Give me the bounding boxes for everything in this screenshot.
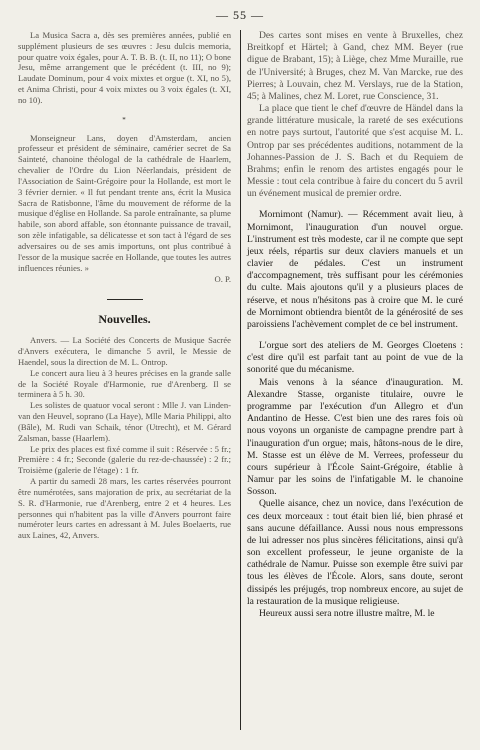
paragraph-novice: Quelle aisance, chez un novice, dans l'exécution de ces deux morceaux : tout était bien lié, bien phrasé et sans aucune défaillance. Aussi nous nous empressons de lui adresser nos plus sincères félicitations, ainsi qu'à son excellent professeur, le jeune organiste de la cathédrale de Namur. Puisse son exemple être suivi par tous les élèves de l'École. Alors, sans doute, seront dissipés les préjugés, trop nombreux encore, au sujet de la restauration de la musique religieuse. <box>247 498 463 607</box>
section-title: Nouvelles. <box>98 312 151 327</box>
signature: O. P. <box>214 274 231 285</box>
asterism-divider: * <box>122 115 127 124</box>
paragraph-inauguration: Mais venons à la séance d'inauguration. M. Alexandre Stasse, organiste titulaire, ouvre le programme par l'exécution d'un Allegro et d'un Andantino de Hesse. C'est bien une des rares fois où nous voyons un organiste de campagne prendre part à l'inauguration d'un orgue; mais, hâtons-nous de le dire, M. Stasse est un élève de M. Verrees, professeur du cours supérieur à l'École Saint-Grégoire, établie à Namur par les soins de l'infatigable M. le chanoine Sosson. <box>247 376 463 498</box>
paragraph-handel: La place que tient le chef d'œuvre de Händel dans la grande littérature musicale, la rareté de ses exécutions en notre pays surtout, l'autorité que s'est acquise M. L. Ontrop par ses précédentes auditions, notamment de la Johannes-Passion de J. S. Bach et du Requiem de Brahms; enfin le renom des artistes engagés pour le Messie : tout cela contribue à faire du concert du 5 avril un événement musical de premier ordre. <box>247 103 463 200</box>
paragraph-anvers: Anvers. — La Société des Concerts de Musique Sacrée d'Anvers exécutera, le dimanche 5 avril, le Messie de Haendel, sous la direction de M. L. Ontrop. <box>18 335 231 367</box>
page-number: — 55 — <box>216 8 264 22</box>
paragraph-obituary-lans: Monseigneur Lans, doyen d'Amsterdam, ancien professeur et président de séminaire, camérier secret de Sa Sainteté, chanoine théologal de la cathédrale de Haarlem, chevalier de l'Ordre du Lion Néerlandais, président de l'Association de Saint-Grégoire pour la Hollande, est mort le 3 février dernier. « Il fut pendant trente ans, écrit la Musica Sacra de Ratisbonne, l'âme du mouvement de réforme de la musique d'église en Hollande. Sa parole entraînante, sa plume habile, son abord affable, son étonnante puissance de travail, son zèle infatigable, sa délicatesse et son tact à l'égard de ses adversaires ou de ses amis importuns, ont plus contribué à l'essor de la musique sacrée en Hollande, que toutes les autres influences réunies. » <box>18 132 231 273</box>
section-rule <box>107 299 143 300</box>
right-column <box>247 30 463 620</box>
paragraph-reservations: A partir du samedi 28 mars, les cartes réservées pourront être numérotées, sans majoration de prix, au secrétariat de la S. R. d'Harmonie, rue d'Arenberg, entre 2 et 4 heures. Les personnes qui n'habitent pas la ville d'Anvers pourront faire numéroter leurs cartes en adressant à M. Jules Boelaerts, rue aux Laines, 42, Anvers. <box>18 476 231 541</box>
paragraph-soloists: Les solistes de quatuor vocal seront : Mlle J. van Linden-van den Heuvel, soprano (La Haye), Mlle Maria Philippi, alto (Bâle), M. Rudi van Schaik, ténor (Utrecht), et M. Gérard Zalsman, basse (Haarlem). <box>18 400 231 443</box>
paragraph-heureux: Heureux aussi sera notre illustre maître, M. le <box>259 607 435 619</box>
column-divider-rule <box>240 30 241 730</box>
paragraph-mornimont: Mornimont (Namur). — Récemment avait lieu, à Mornimont, l'inauguration d'un nouvel orgue. L'instrument est très modeste, car il ne compte que sept jeux réels, répartis sur deux claviers manuels et un clavier de pédales. C'est un instrument d'accompagnement, très suffisant pour les cérémonies du culte. Mais ajoutons qu'il y a plusieurs places de réserve, et nous n'hésitons pas à croire que M. le curé de Mornimont obtiendra bientôt de la générosité de ses paroissiens l'achèvement complet de ce bel instrument. <box>247 209 463 330</box>
paragraph-concert-time: Le concert aura lieu à 3 heures précises en la grande salle de la Société Royale d'Harmonie, rue d'Arenberg. Il se terminera à 5 h. 30. <box>18 367 231 400</box>
paragraph-cloetens: L'orgue sort des ateliers de M. Georges Cloetens : c'est dire qu'il est parfait tant au point de vue de la sonorité que du mécanisme. <box>247 340 463 376</box>
left-column <box>18 30 231 541</box>
paragraph-musica-sacra: La Musica Sacra a, dès ses premières années, publié en supplément plusieurs de ses œuvres : Jesu dulcis memoria, pour quatre voix égales, pour A. T. B. B. (t. II, no 11); O bone Jesu, même arrangement que le précédent (t. III, no 9); Laudate Dominum, pour 4 voix mixtes et orgue (t. XI, no 5), et Anima Christi, pour 4 voix mixtes ou 3 voix égales (t. XI, no 10). <box>18 30 231 105</box>
paragraph-ticket-sales: Des cartes sont mises en vente à Bruxelles, chez Breitkopf et Härtel; à Gand, chez MM. Beyer (rue digue de Brabant, 15); à Liège, chez Mme Muraille, rue de l'Université; à Bruges, chez M. Van Marcke, rue des Pierres; à Louvain, chez M. Verslays, rue de la Station, 45; à Malines, chez M. Loret, rue Conscience, 31. <box>247 30 463 102</box>
paragraph-prices: Le prix des places est fixé comme il suit : Réservée : 5 fr.; Première : 4 fr.; Seconde (galerie du rez-de-chaussée) : 2 fr.; Troisième (galerie de l'étage) : 1 fr. <box>18 443 231 476</box>
